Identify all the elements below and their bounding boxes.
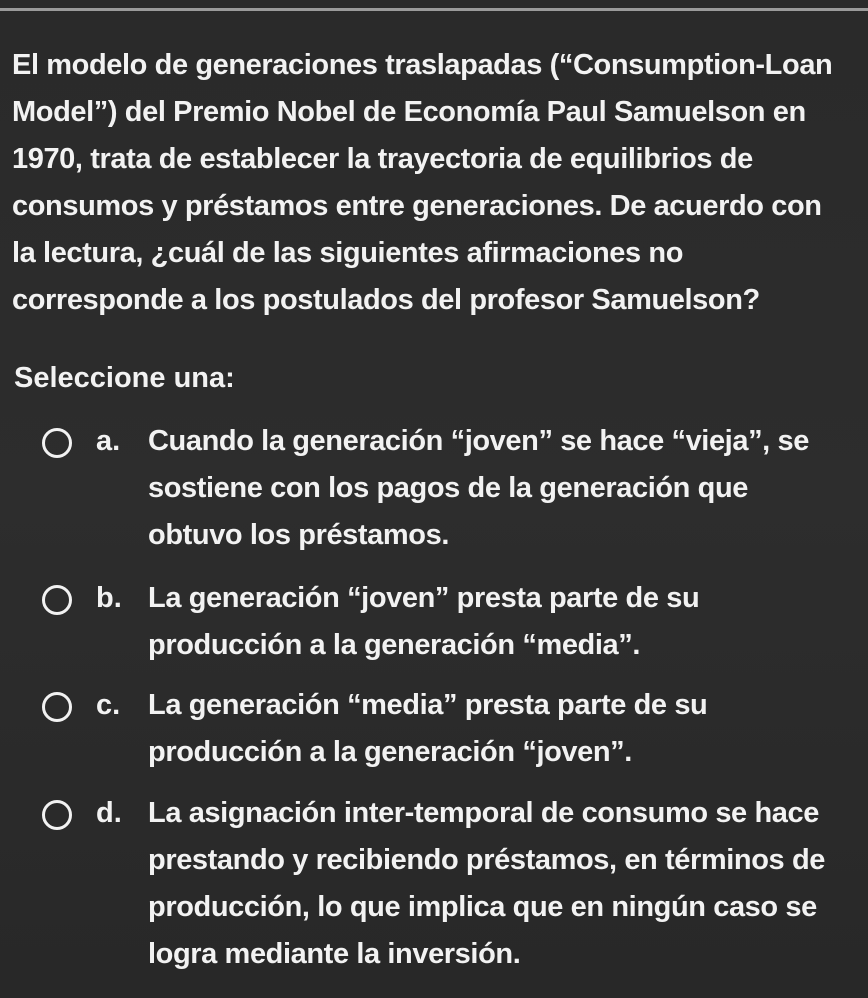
option-text-a[interactable]: Cuando la generación “joven” se hace “vieja”, se sostiene con los pagos de la generación que obtuvo los préstamos. bbox=[148, 425, 809, 551]
top-divider bbox=[0, 8, 868, 11]
radio-button-b[interactable] bbox=[42, 585, 72, 615]
option-letter-b: b. bbox=[96, 582, 122, 614]
radio-button-d[interactable] bbox=[42, 800, 72, 830]
radio-button-a[interactable] bbox=[42, 428, 72, 458]
radio-button-c[interactable] bbox=[42, 692, 72, 722]
option-text-c[interactable]: La generación “media” presta parte de su producción a la generación “joven”. bbox=[148, 689, 708, 768]
question-text: El modelo de generaciones traslapadas (“Consumption-Loan Model”) del Premio Nobel de Economía Paul Samuelson en 1970, trata de establecer la trayectoria de equilibrios de consumos y préstamos entre generaciones. De acuerdo con la lectura, ¿cuál de las siguientes afirmaciones no corresponde a los postulados del profesor Samuelson? bbox=[12, 49, 833, 316]
select-one-prompt: Seleccione una: bbox=[14, 362, 235, 394]
option-letter-a: a. bbox=[96, 425, 121, 457]
option-text-b[interactable]: La generación “joven” presta parte de su producción a la generación “media”. bbox=[148, 582, 700, 661]
option-letter-c: c. bbox=[96, 689, 121, 721]
option-text-d[interactable]: La asignación inter-temporal de consumo se hace prestando y recibiendo préstamos, en términos de producción, lo que implica que en ningún caso se logra mediante la inversión. bbox=[148, 797, 825, 970]
option-letter-d: d. bbox=[96, 797, 122, 829]
